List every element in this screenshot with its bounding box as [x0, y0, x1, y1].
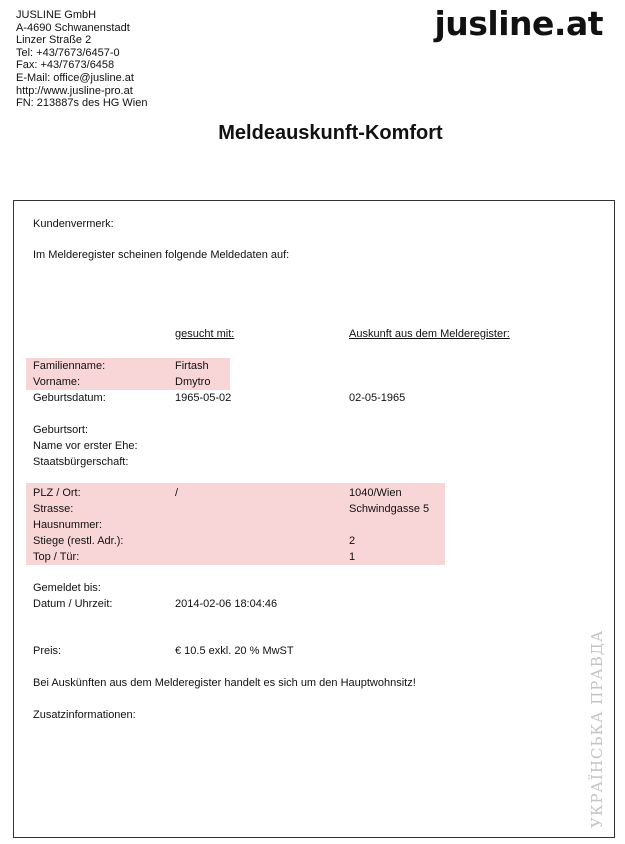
company-header [16, 9, 147, 110]
hausnummer-label: Hausnummer: [33, 519, 103, 531]
strasse-label: Strasse: [33, 503, 74, 515]
company-fn: FN: 213887s des HG Wien [16, 97, 148, 110]
preis-value: € 10.5 exkl. 20 % MwST [175, 645, 294, 657]
familienname-search: Firtash [175, 360, 209, 372]
plz-ort-search: / [175, 487, 179, 499]
vorname-search: Dmytro [175, 376, 211, 388]
preis-label: Preis: [33, 645, 62, 657]
stiege-result: 2 [349, 535, 356, 547]
column-header-result: Auskunft aus dem Melderegister: [349, 328, 510, 340]
customer-note-label: Kundenvermerk: [33, 218, 114, 230]
datum-uhrzeit-label: Datum / Uhrzeit: [33, 598, 113, 610]
company-website: http://www.jusline-pro.at [16, 84, 133, 97]
company-address-line-1: A-4690 Schwanenstadt [16, 21, 130, 34]
company-name: JUSLINE GmbH [16, 9, 97, 21]
geburtsdatum-result: 02-05-1965 [349, 392, 406, 404]
company-address-line-2: Linzer Straße 2 [16, 34, 92, 47]
datum-uhrzeit-value: 2014-02-06 18:04:46 [175, 598, 278, 610]
name-vor-ehe-label: Name vor erster Ehe: [33, 440, 138, 452]
hauptwohnsitz-note: Bei Auskünften aus dem Melderegister handelt es sich um den Hauptwohnsitz! [33, 677, 416, 689]
familienname-label: Familienname: [33, 360, 106, 372]
top-tuer-result: 1 [349, 551, 356, 563]
stiege-label: Stiege (restl. Adr.): [33, 535, 124, 547]
geburtsdatum-search: 1965-05-02 [175, 392, 232, 404]
watermark: УКРАЇНСЬКА ПРАВДА [588, 629, 606, 828]
vorname-label: Vorname: [33, 376, 81, 388]
staatsbuergerschaft-label: Staatsbürgerschaft: [33, 456, 129, 468]
company-fax: Fax: +43/7673/6458 [16, 59, 115, 72]
intro-text: Im Melderegister scheinen folgende Meldedaten auf: [33, 249, 290, 261]
strasse-result: Schwindgasse 5 [349, 503, 430, 515]
column-header-search: gesucht mit: [175, 328, 235, 340]
top-tuer-label: Top / Tür: [33, 551, 80, 563]
plz-ort-result: 1040/Wien [349, 487, 402, 499]
gemeldet-bis-label: Gemeldet bis: [33, 582, 101, 594]
plz-ort-label: PLZ / Ort: [33, 487, 81, 499]
company-email: E-Mail: office@jusline.at [16, 71, 134, 84]
zusatzinformationen-label: Zusatzinformationen: [33, 709, 136, 721]
jusline-logo: jusline.at [434, 4, 603, 43]
geburtsdatum-label: Geburtsdatum: [33, 392, 106, 404]
page-title: Meldeauskunft-Komfort [218, 122, 443, 144]
company-tel: Tel: +43/7673/6457-0 [16, 46, 120, 59]
geburtsort-label: Geburtsort: [33, 424, 89, 436]
